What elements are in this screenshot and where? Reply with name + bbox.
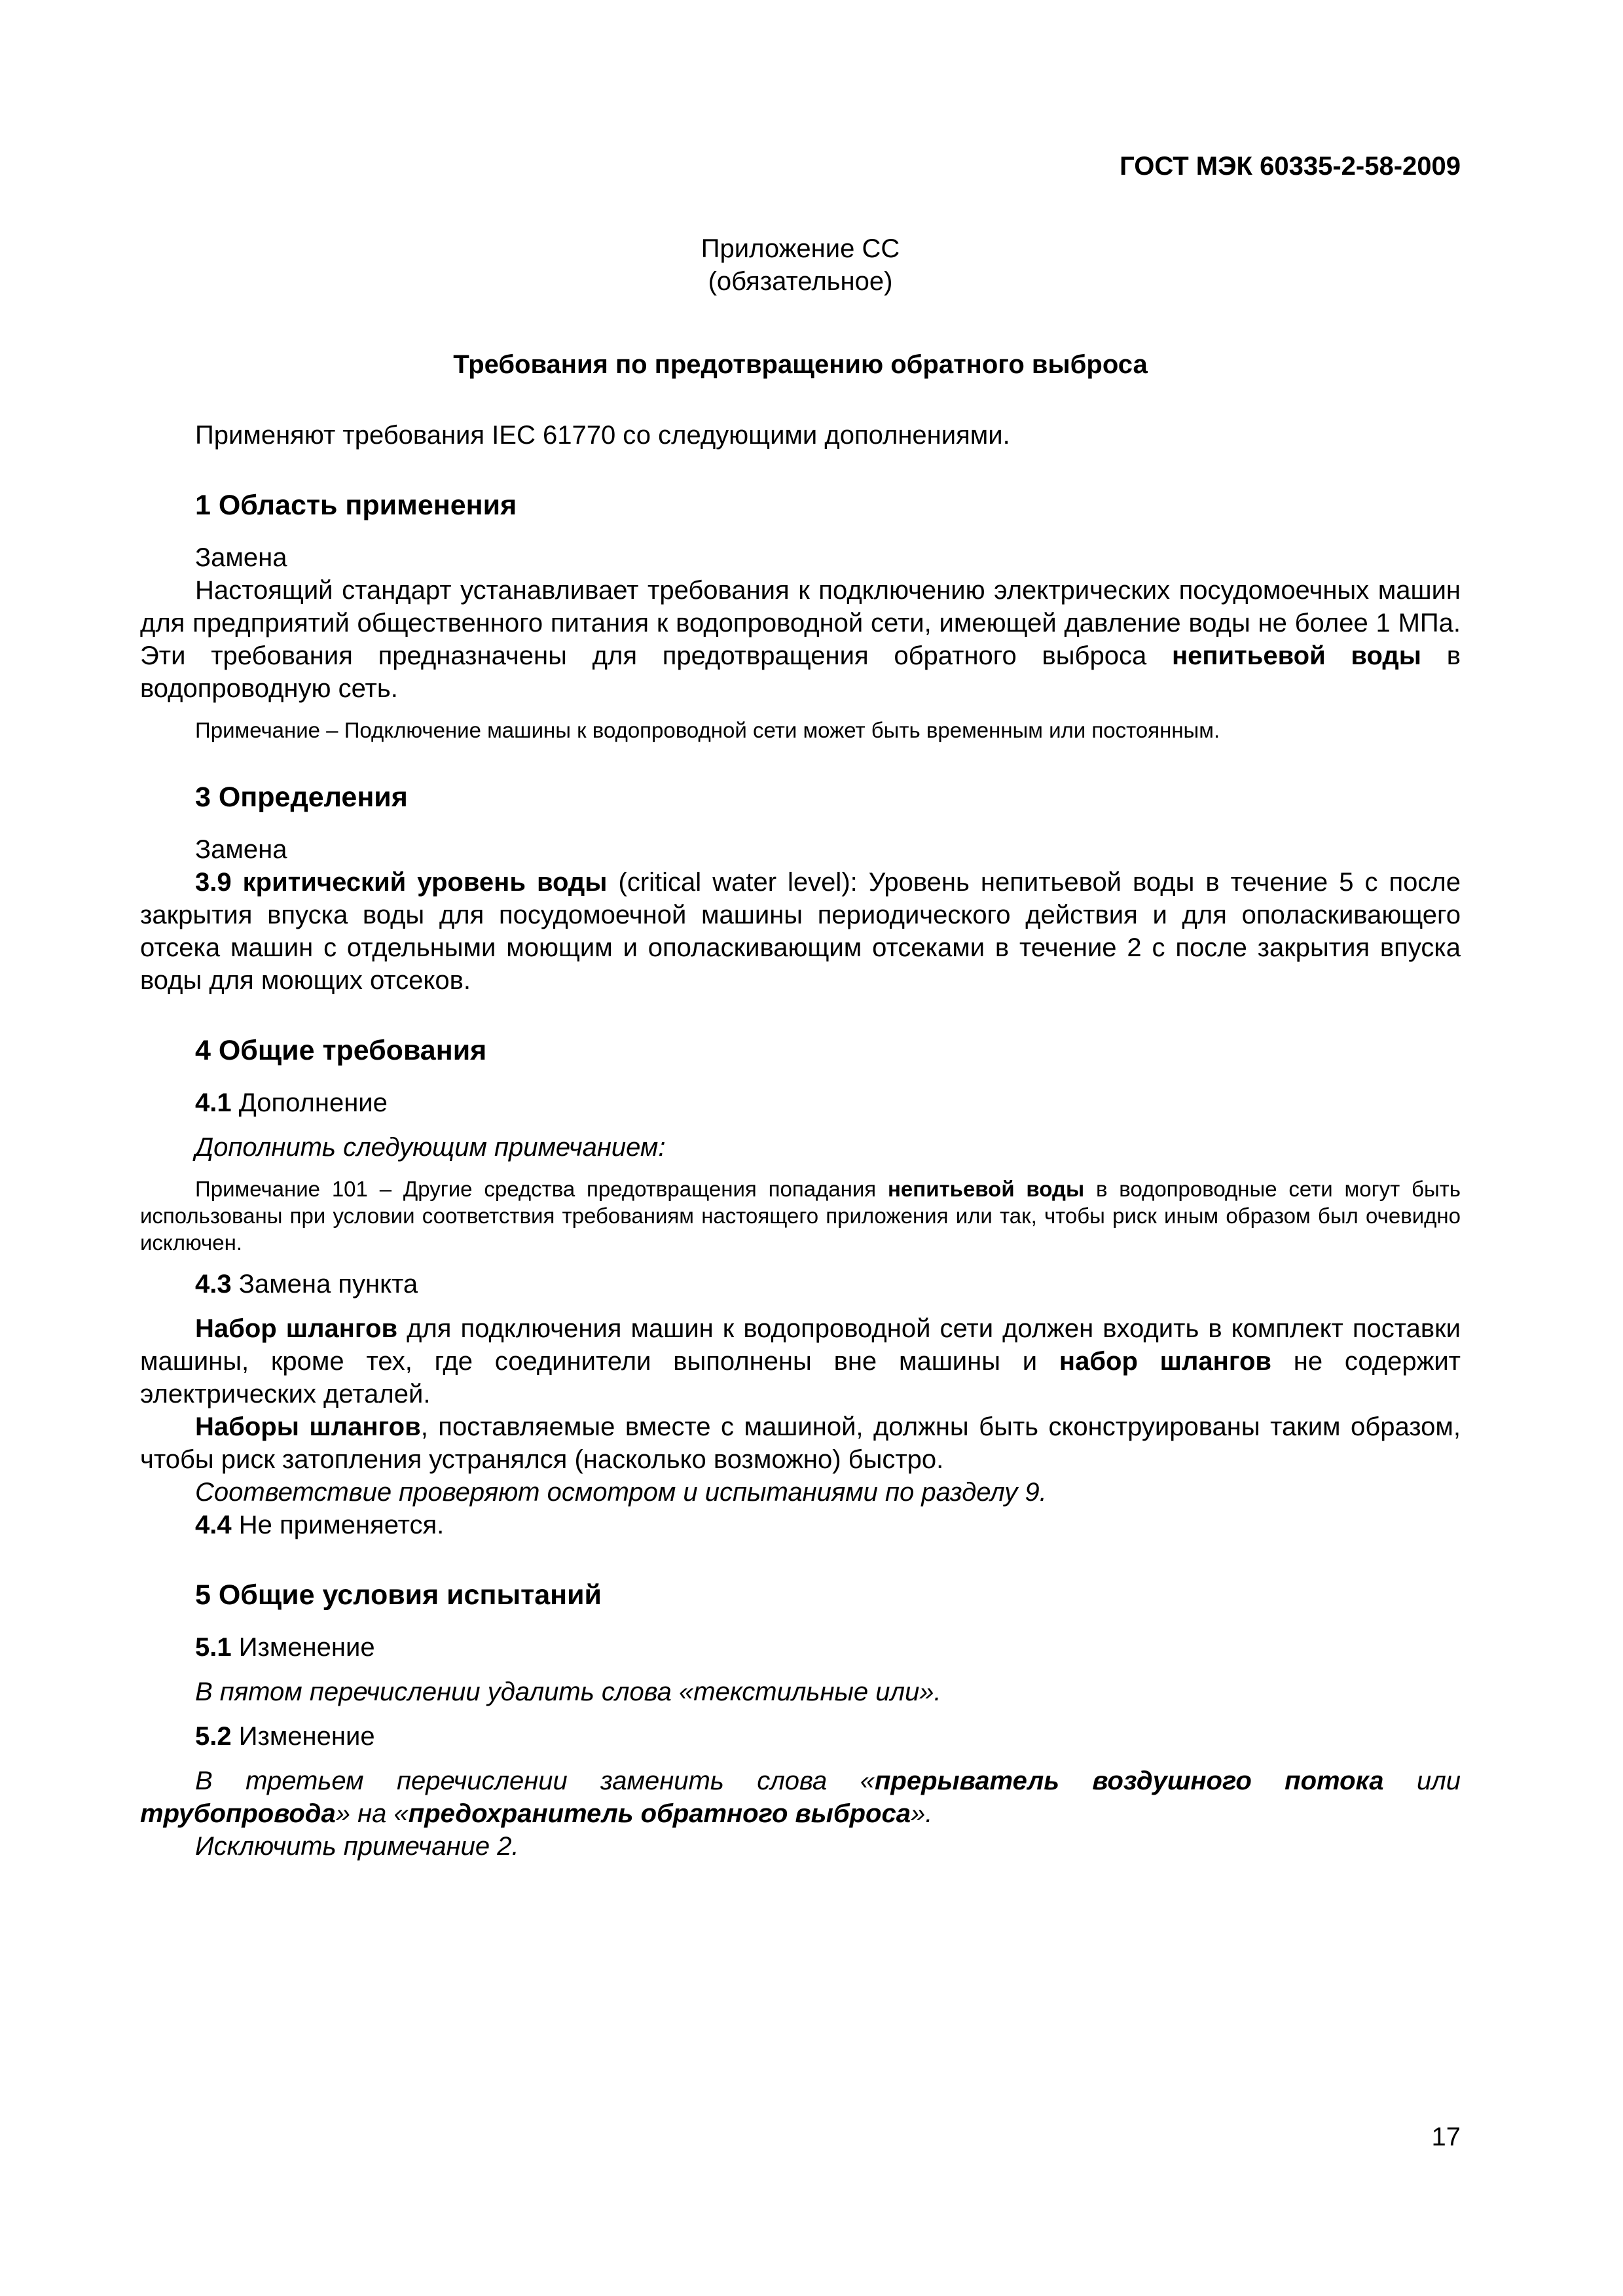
- clause-4-1: 4.1 Дополнение: [195, 1088, 388, 1117]
- section-1-text: Настоящий стандарт устанавливает требования к подключению электрических посудомоечных машин для предприятий общественного питания к водопроводной сети, имеющей давление воды не более 1 МПа. Эти требования предназначены для предотвращения обратного выброса непитьевой воды в водопроводную сеть.: [140, 576, 1461, 703]
- clause-4-1-instruction: Дополнить следующим примечанием:: [195, 1133, 666, 1162]
- clause-5-2-instruction: В третьем перечислении заменить слова «прерыватель воздушного потока или трубопровода» на «предохранитель обратного выброса».: [140, 1767, 1461, 1828]
- section-4-title: 4 Общие требования: [195, 1035, 487, 1066]
- clause-5-2-exclude: Исключить примечание 2.: [195, 1832, 519, 1861]
- clause-4-3-para-1: Набор шлангов для подключения машин к водопроводной сети должен входить в комплект поставки машины, кроме тех, где соединители выполнены вне машины и набор шлангов не содержит электрических деталей.: [140, 1314, 1461, 1408]
- compliance-text: Соответствие проверяют осмотром и испытаниями по разделу 9.: [195, 1478, 1047, 1507]
- clause-5-1-instruction: В пятом перечислении удалить слова «текстильные или».: [195, 1677, 941, 1706]
- page-number: 17: [1431, 2123, 1461, 2151]
- appendix-title: Приложение СС: [701, 234, 900, 263]
- note-101: Примечание 101 – Другие средства предотвращения попадания непитьевой воды в водопроводные сети могут быть использованы при условии соответствия требованиям настоящего приложения или так, чтобы риск иным образом был очевидно исключен.: [140, 1177, 1461, 1255]
- clause-5-1: 5.1 Изменение: [195, 1633, 375, 1662]
- clause-5-2: 5.2 Изменение: [195, 1722, 375, 1751]
- appendix-heading: Требования по предотвращению обратного выброса: [453, 350, 1148, 379]
- section-1-title: 1 Область применения: [195, 490, 517, 521]
- appendix-status: (обязательное): [708, 267, 893, 296]
- document-id: ГОСТ МЭК 60335-2-58-2009: [1120, 152, 1461, 181]
- page-content: [140, 232, 1461, 1863]
- definition-3-9: 3.9 критический уровень воды (critical water level): Уровень непитьевой воды в течение 5 с после закрытия впуска воды для посудомоечной машины периодического действия и для ополаскивающего отсека машин с отдельными моющим и ополаскивающим отсеками в течение 2 с после закрытия впуска воды для моющих отсеков.: [140, 868, 1461, 995]
- clause-4-3: 4.3 Замена пункта: [195, 1270, 418, 1299]
- intro-text: Применяют требования IEC 61770 со следующими дополнениями.: [195, 421, 1010, 450]
- section-1-note: Примечание – Подключение машины к водопроводной сети может быть временным или постоянным.: [195, 718, 1220, 742]
- section-3-replace: Замена: [195, 835, 287, 864]
- section-3-title: 3 Определения: [195, 781, 408, 813]
- section-5-title: 5 Общие условия испытаний: [195, 1579, 602, 1611]
- section-1-replace: Замена: [195, 543, 287, 572]
- clause-4-4: 4.4 Не применяется.: [195, 1511, 445, 1539]
- clause-4-3-para-2: Наборы шлангов, поставляемые вместе с машиной, должны быть сконструированы таким образом, чтобы риск затопления устранялся (насколько возможно) быстро.: [140, 1412, 1461, 1474]
